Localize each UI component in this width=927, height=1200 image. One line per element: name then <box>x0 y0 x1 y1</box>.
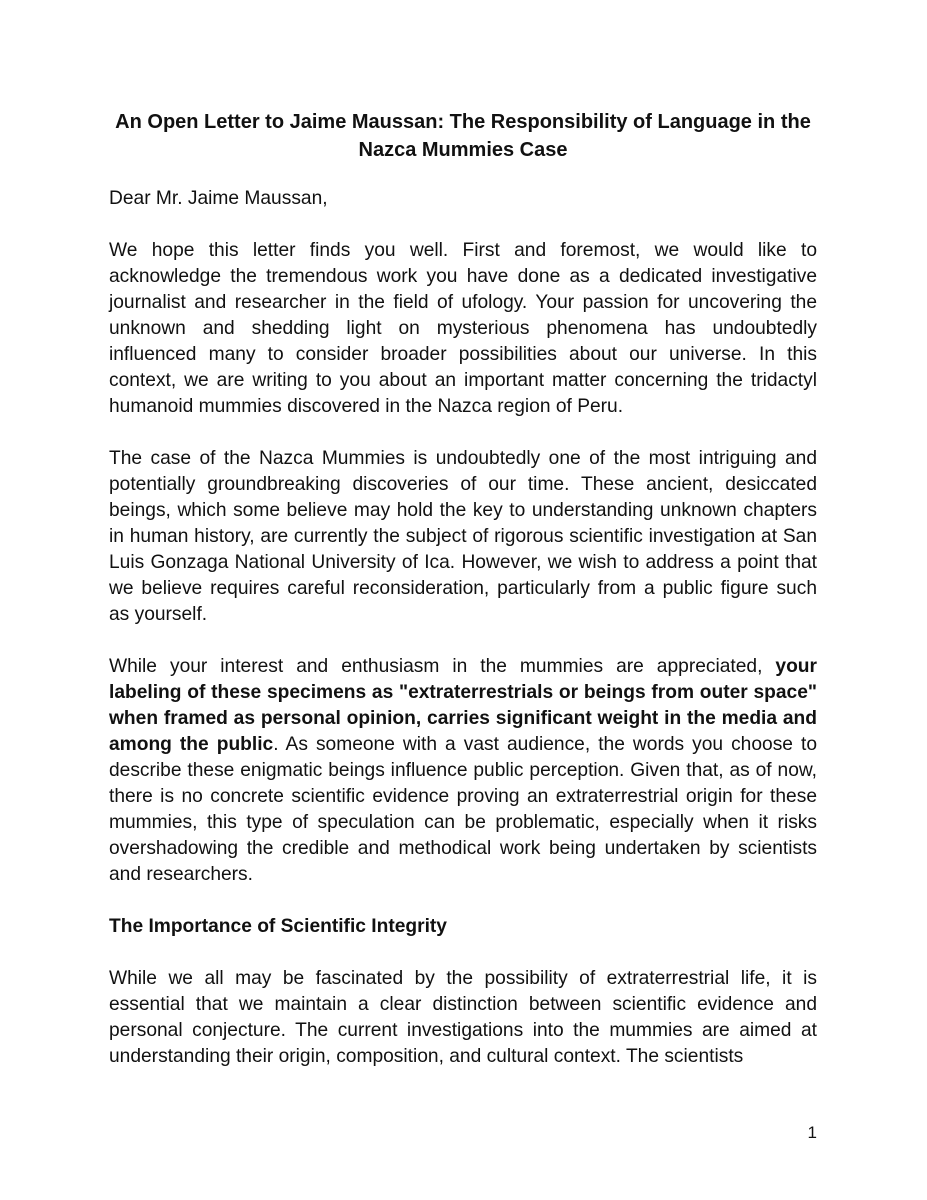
paragraph-scientific-integrity: While we all may be fascinated by the possibility of extraterrestrial life, it is essential that we maintain a clear distinction between scientific evidence and personal conjecture. The current investigations into the mummies are aimed at understanding their origin, composition, and cultural context. The scientists <box>109 968 817 1067</box>
section-heading: The Importance of Scientific Integrity <box>109 916 447 937</box>
letter-page <box>109 108 817 1096</box>
paragraph-labeling-bold: your labeling of these specimens as "extraterrestrials or beings from outer space" when framed as personal opinion, carries significant weight in the media and among the public <box>109 656 817 755</box>
letter-title: An Open Letter to Jaime Maussan: The Responsibility of Language in the Nazca Mummies Case <box>115 111 811 161</box>
paragraph-labeling-lead: While your interest and enthusiasm in the mummies are appreciated, <box>109 656 776 677</box>
salutation: Dear Mr. Jaime Maussan, <box>109 188 328 209</box>
page-number: 1 <box>807 1123 817 1142</box>
paragraph-nazca-case: The case of the Nazca Mummies is undoubtedly one of the most intriguing and potentially groundbreaking discoveries of our time. These ancient, desiccated beings, which some believe may hold the key to understanding unknown chapters in human history, are currently the subject of rigorous scientific investigation at San Luis Gonzaga National University of Ica. However, we wish to address a point that we believe requires careful reconsideration, particularly from a public figure such as yourself. <box>109 448 817 625</box>
paragraph-labeling-rest: . As someone with a vast audience, the words you choose to describe these enigmatic beings influence public perception. Given that, as of now, there is no concrete scientific evidence proving an extraterrestrial origin for these mummies, this type of speculation can be problematic, especially when it risks overshadowing the credible and methodical work being undertaken by scientists and researchers. <box>109 734 817 885</box>
paragraph-intro: We hope this letter finds you well. First and foremost, we would like to acknowledge the tremendous work you have done as a dedicated investigative journalist and researcher in the field of ufology. Your passion for uncovering the unknown and shedding light on mysterious phenomena has undoubtedly influenced many to consider broader possibilities about our universe. In this context, we are writing to you about an important matter concerning the tridactyl humanoid mummies discovered in the Nazca region of Peru. <box>109 240 817 417</box>
paragraph-labeling <box>109 654 817 888</box>
